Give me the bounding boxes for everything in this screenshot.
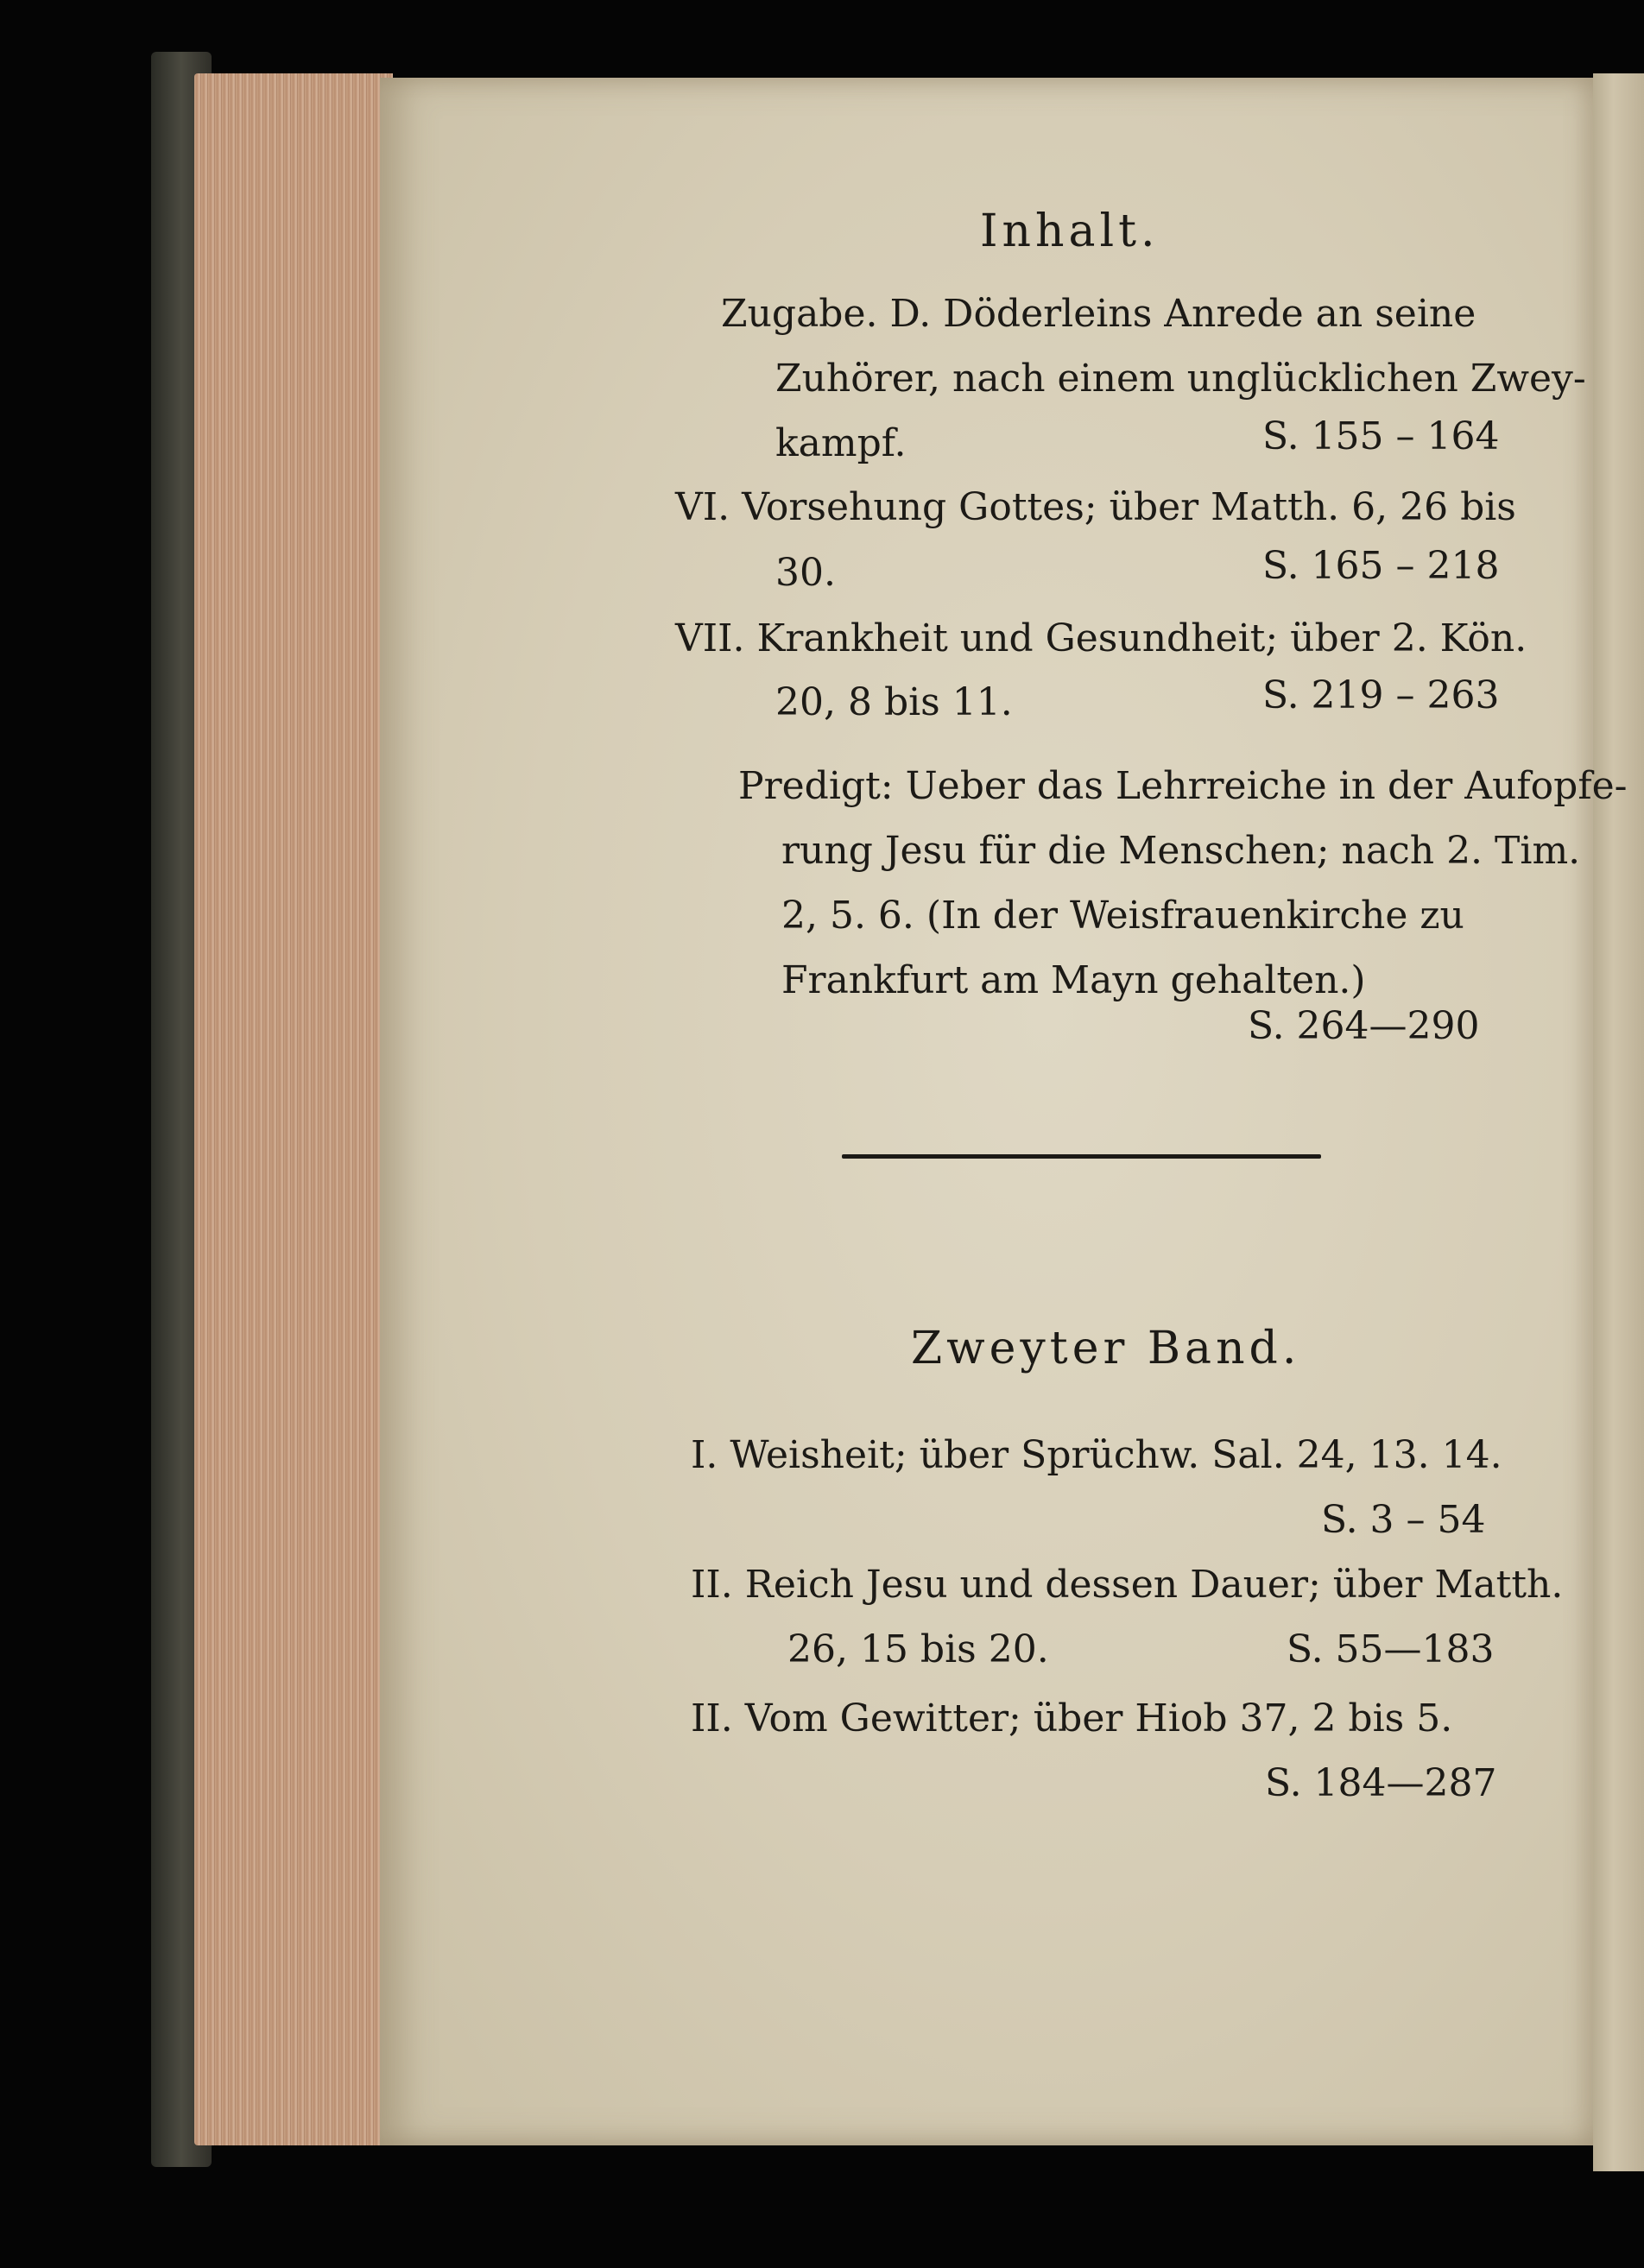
toc-entry-predigt-pages: S. 264—290 [1248, 1004, 1480, 1048]
section-divider [842, 1154, 1321, 1159]
band2-entry-i-pages: S. 3 – 54 [1321, 1498, 1486, 1542]
facing-page-edge [1593, 73, 1644, 2171]
toc-entry-zugabe-pages: S. 155 – 164 [1262, 414, 1500, 458]
toc-entry-vi-line-1: VI. Vorsehung Gottes; über Matth. 6, 26 bis [675, 485, 1516, 529]
toc-entry-zugabe-line-3: kampf. [775, 421, 907, 465]
toc-entry-predigt-line-4: Frankfurt am Mayn gehalten.) [781, 958, 1366, 1002]
band2-heading: Zweyter Band. [911, 1323, 1301, 1374]
toc-entry-predigt-line-3: 2, 5. 6. (In der Weisfrauenkirche zu [781, 894, 1464, 938]
toc-entry-vii-line-1: VII. Krankheit und Gesundheit; über 2. Kön. [675, 616, 1527, 660]
toc-entry-zugabe-line-2: Zuhörer, nach einem unglücklichen Zwey- [775, 357, 1586, 401]
toc-entry-vii-pages: S. 219 – 263 [1262, 673, 1500, 717]
band2-entry-i-line-1: I. Weisheit; über Sprüchw. Sal. 24, 13. 14. [691, 1433, 1502, 1477]
toc-entry-predigt-line-2: rung Jesu für die Menschen; nach 2. Tim. [781, 829, 1581, 873]
band2-entry-ii-pages: S. 55—183 [1287, 1627, 1495, 1671]
toc-entry-vi-pages: S. 165 – 218 [1262, 544, 1500, 588]
toc-entry-predigt-line-1: Predigt: Ueber das Lehrreiche in der Aufopfe- [738, 764, 1628, 808]
band2-entry-ii-line-2: 26, 15 bis 20. [787, 1627, 1049, 1671]
band2-entry-iii-pages: S. 184—287 [1265, 1761, 1497, 1805]
toc-entry-zugabe-line-1: Zugabe. D. Döderleins Anrede an seine [721, 292, 1476, 336]
toc-entry-vii-line-2: 20, 8 bis 11. [775, 680, 1013, 724]
band2-entry-ii-line-1: II. Reich Jesu und dessen Dauer; über Matth. [691, 1563, 1564, 1607]
toc-entry-vi-line-2: 30. [775, 551, 836, 595]
band2-entry-iii-line-1: II. Vom Gewitter; über Hiob 37, 2 bis 5. [691, 1696, 1453, 1740]
page-block-edges [194, 73, 393, 2145]
toc-heading: Inhalt. [980, 205, 1160, 257]
